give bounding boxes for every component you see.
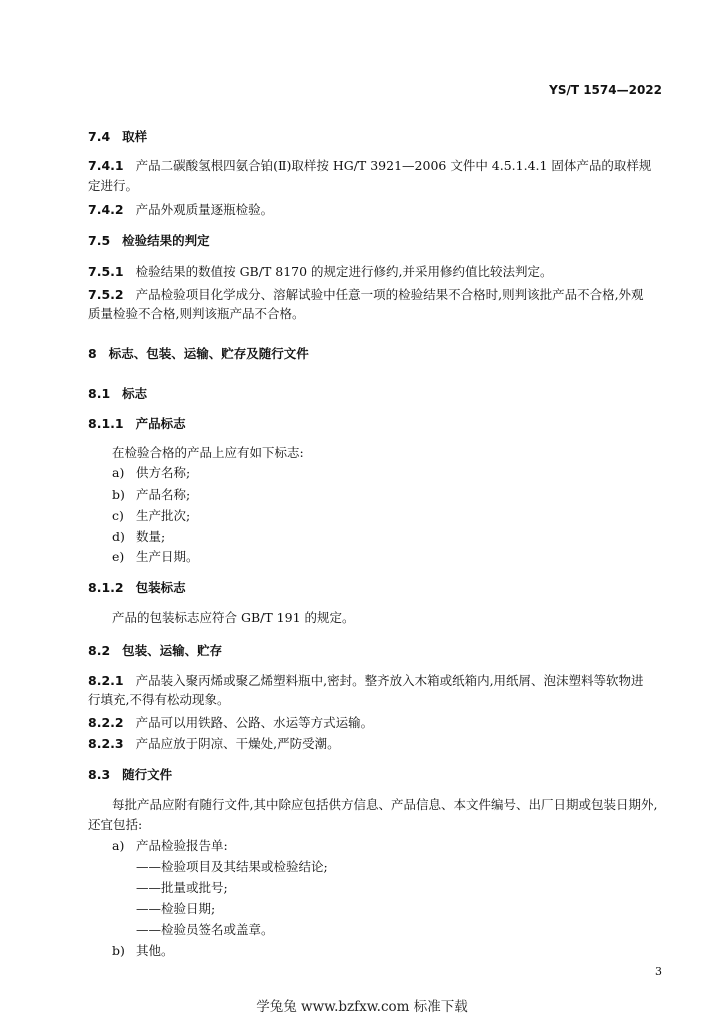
page-number: 3: [655, 965, 662, 978]
section-8-1-1-heading: 8.1.1 产品标志: [88, 416, 186, 431]
sub-list-item: ——批量或批号;: [136, 880, 228, 895]
clause-7-5-1: 7.5.1 检验结果的数值按 GB/T 8170 的规定进行修约,并采用修约值比较法判定。: [88, 264, 553, 279]
clause-8-2-1-cont: 行填充,不得有松动现象。: [88, 692, 230, 707]
section-8-1-2-heading: 8.1.2 包装标志: [88, 580, 186, 595]
chapter-8-heading: 8 标志、包装、运输、贮存及随行文件: [88, 346, 309, 361]
section-8-3-heading: 8.3 随行文件: [88, 767, 173, 782]
section-7-4-heading: 7.4 取样: [88, 129, 148, 144]
list-item: e) 生产日期。: [112, 549, 199, 564]
clause-8-2-3: 8.2.3 产品应放于阴凉、干燥处,严防受潮。: [88, 736, 340, 751]
list-item: a) 产品检验报告单:: [112, 838, 228, 853]
clause-7-5-2: 7.5.2 产品检验项目化学成分、溶解试验中任意一项的检验结果不合格时,则判该批产品不合格,外观: [88, 287, 644, 302]
clause-8-3-text: 每批产品应附有随行文件,其中除应包括供方信息、产品信息、本文件编号、出厂日期或包装日期外,: [112, 797, 658, 812]
clause-7-4-1: 7.4.1 产品二碳酸氢根四氨合铂(Ⅱ)取样按 HG/T 3921—2006 文件中 4.5.1.4.1 固体产品的取样规: [88, 158, 652, 173]
footer-watermark: 学兔兔 www.bzfxw.com 标准下载: [256, 999, 468, 1015]
section-8-1-heading: 8.1 标志: [88, 386, 148, 401]
sub-list-item: ——检验员签名或盖章。: [136, 922, 274, 937]
section-8-2-heading: 8.2 包装、运输、贮存: [88, 643, 223, 658]
standard-number: YS/T 1574—2022: [549, 83, 662, 97]
list-item: b) 产品名称;: [112, 487, 191, 502]
clause-8-1-2-text: 产品的包装标志应符合 GB/T 191 的规定。: [112, 610, 355, 625]
clause-8-2-2: 8.2.2 产品可以用铁路、公路、水运等方式运输。: [88, 715, 374, 730]
sub-list-item: ——检验项目及其结果或检验结论;: [136, 859, 328, 874]
sub-list-item: ——检验日期;: [136, 901, 216, 916]
list-item: d) 数量;: [112, 529, 166, 544]
clause-7-4-1-cont: 定进行。: [88, 178, 139, 193]
section-7-5-heading: 7.5 检验结果的判定: [88, 233, 210, 248]
clause-7-4-2: 7.4.2 产品外观质量逐瓶检验。: [88, 202, 274, 217]
list-item: b) 其他。: [112, 943, 174, 958]
clause-7-5-2-cont: 质量检验不合格,则判该瓶产品不合格。: [88, 306, 305, 321]
list-item: a) 供方名称;: [112, 465, 191, 480]
list-item: c) 生产批次;: [112, 508, 191, 523]
clause-8-2-1: 8.2.1 产品装入聚丙烯或聚乙烯塑料瓶中,密封。整齐放入木箱或纸箱内,用纸屑、泡沫塑料等软物进: [88, 673, 644, 688]
clause-8-1-1-intro: 在检验合格的产品上应有如下标志:: [112, 445, 304, 460]
clause-8-3-text-cont: 还宜包括:: [88, 817, 143, 832]
